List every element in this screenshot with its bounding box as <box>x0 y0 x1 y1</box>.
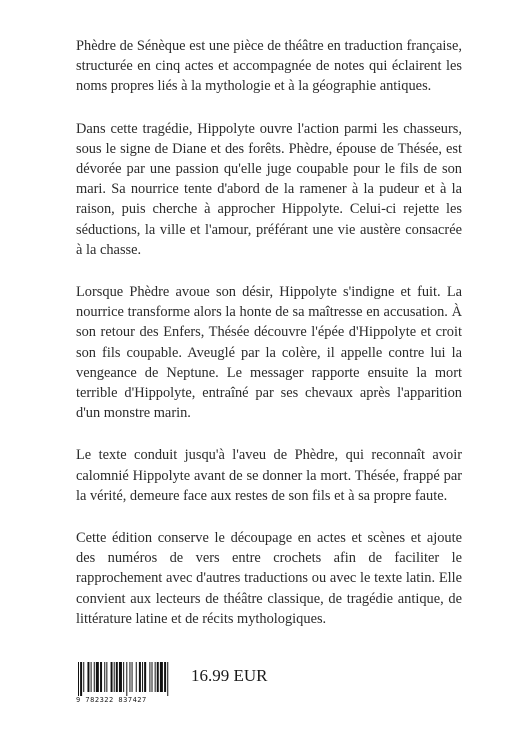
isbn-digits: 9 782322 837427 <box>76 696 147 704</box>
summary-paragraph-intro: Phèdre de Sénèque est une pièce de théâtre en traduction française, structurée en cinq actes et accompagnée de notes qui éclairent les noms propres liés à la mythologie et à la géographie antiques. <box>76 38 462 95</box>
barcode-bars <box>76 662 184 696</box>
summary-paragraph-plot-accusation: Lorsque Phèdre avoue son désir, Hippolyte s'indigne et fuit. La nourrice transforme alors la honte de sa maîtresse en accusation. À son retour des Enfers, Thésée découvre l'épée d'Hippolyte et croit son fils coupable. Aveuglé par la colère, il appelle contre lui la vengeance de Neptune. Le messager rapporte ensuite la mort terrible d'Hippolyte, entraîné par ses chevaux après l'apparition d'un monstre marin. <box>76 284 462 422</box>
back-cover-text <box>76 36 462 651</box>
summary-paragraph-plot-opening: Dans cette tragédie, Hippolyte ouvre l'action parmi les chasseurs, sous le signe de Diane et des forêts. Phèdre, épouse de Thésée, est dévorée par une passion qu'elle juge coupable pour le fils de son mari. Sa nourrice tente d'abord de la ramener à la pudeur et à la raison, puis cherche à approcher Hippolyte. Celui-ci rejette les séductions, la ville et l'amour, préférant une vie austère consacrée à la chasse. <box>76 120 462 258</box>
summary-paragraph-ending: Le texte conduit jusqu'à l'aveu de Phèdre, qui reconnaît avoir calomnié Hippolyte avant de se donner la mort. Thésée, frappé par la vérité, demeure face aux restes de son fils et à sa propre faute. <box>76 447 462 504</box>
isbn-barcode <box>76 662 184 706</box>
summary-paragraph-edition: Cette édition conserve le découpage en actes et scènes et ajoute des numéros de vers entre crochets afin de faciliter le rapprochement avec d'autres traductions ou avec le texte latin. Elle convient aux lecteurs de théâtre classique, de tragédie antique, de littérature latine et de récits mythologiques. <box>76 530 462 627</box>
price-label: 16.99 EUR <box>191 666 268 685</box>
